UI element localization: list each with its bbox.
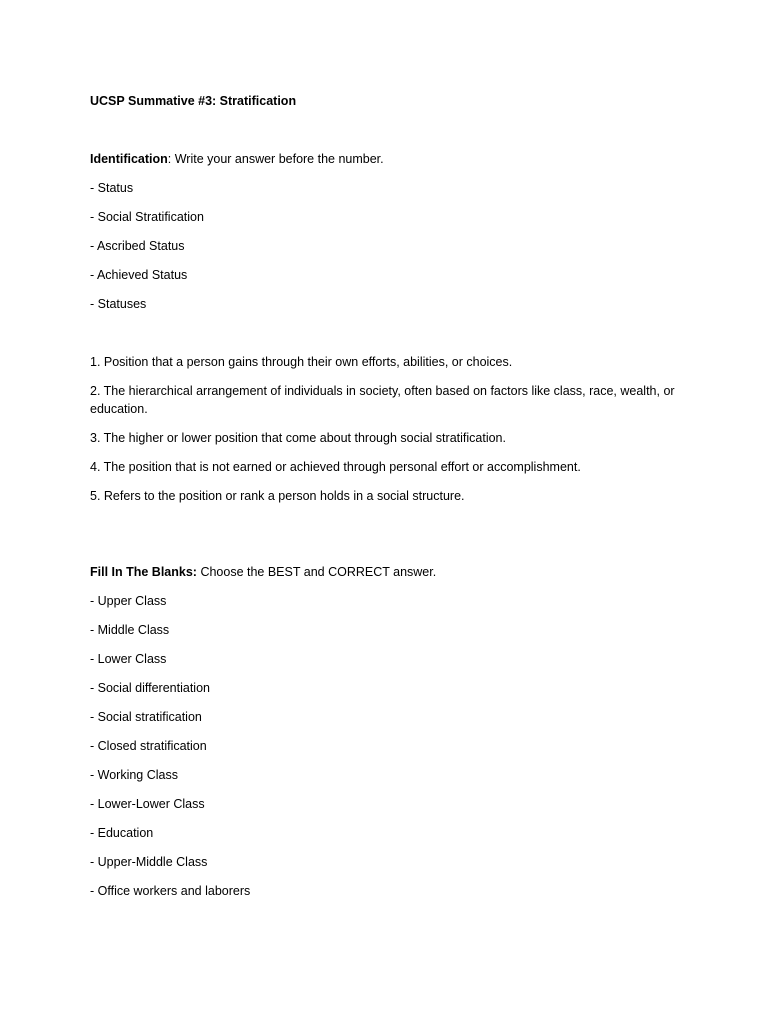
fill-in-choice: - Education — [90, 826, 154, 840]
identification-label: Identification — [90, 152, 168, 166]
fill-in-instruction-line — [90, 563, 678, 581]
identification-instruction: : Write your answer before the number. — [167, 152, 384, 166]
identification-choice: - Status — [90, 181, 134, 195]
fill-in-choice: - Office workers and laborers — [90, 884, 251, 898]
fill-in-choice: - Lower-Lower Class — [90, 797, 205, 811]
fill-in-choice: - Lower Class — [90, 652, 167, 666]
identification-choice: - Achieved Status — [90, 268, 188, 282]
identification-items — [90, 353, 678, 505]
identification-choice: - Ascribed Status — [90, 239, 185, 253]
fill-in-choice: - Upper-Middle Class — [90, 855, 208, 869]
fill-in-choice: - Middle Class — [90, 623, 170, 637]
fill-in-choice: - Working Class — [90, 768, 178, 782]
fill-in-label: Fill In The Blanks: — [90, 565, 197, 579]
fill-in-choice: - Closed stratification — [90, 739, 207, 753]
identification-section — [90, 150, 678, 505]
identification-item: 1. Position that a person gains through their own efforts, abilities, or choices. — [90, 355, 513, 369]
identification-choice: - Social Stratification — [90, 210, 204, 224]
identification-instruction-line — [90, 150, 678, 168]
fill-in-choice: - Upper Class — [90, 594, 167, 608]
identification-item: 5. Refers to the position or rank a person holds in a social structure. — [90, 489, 465, 503]
fill-in-instruction: Choose the BEST and CORRECT answer. — [196, 565, 437, 579]
fill-in-choice: - Social differentiation — [90, 681, 210, 695]
identification-item: 3. The higher or lower position that come about through social stratification. — [90, 431, 506, 445]
identification-item: 4. The position that is not earned or achieved through personal effort or accomplishment. — [90, 460, 581, 474]
identification-item: 2. The hierarchical arrangement of individuals in society, often based on factors like class, race, wealth, or education. — [90, 384, 675, 416]
fill-in-section — [90, 563, 678, 900]
document-title: UCSP Summative #3: Stratification — [90, 94, 297, 108]
identification-choice: - Statuses — [90, 297, 147, 311]
fill-in-choice: - Social stratification — [90, 710, 202, 724]
